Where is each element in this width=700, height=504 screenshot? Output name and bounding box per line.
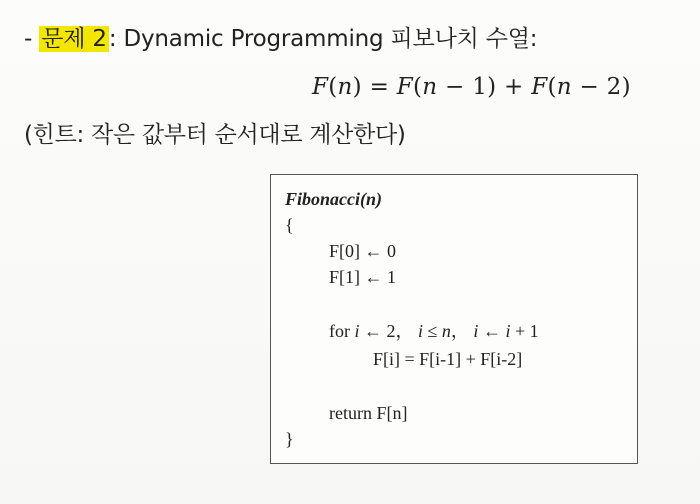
- formula-term1-open: (: [413, 74, 423, 100]
- formula-lhs-close: ): [352, 74, 362, 100]
- pseudocode-open-brace: {: [285, 215, 294, 235]
- pseudocode-for-loop: [329, 319, 539, 343]
- loop-part-3: ，: [450, 321, 474, 341]
- formula-term2-var: n: [556, 74, 572, 100]
- formula-plus: +: [496, 74, 532, 100]
- problem-label-highlight: 문제 2: [41, 26, 107, 52]
- hint-text: (힌트: 작은 값부터 순서대로 계산한다): [24, 122, 406, 148]
- formula-term2-open: (: [547, 74, 557, 100]
- loop-part-2: ≤: [423, 321, 442, 341]
- loop-var-n: n: [441, 321, 451, 341]
- loop-part-1: ← 2，: [359, 321, 419, 341]
- loop-var-i-3: i: [473, 321, 479, 341]
- pseudocode-return: return F[n]: [329, 403, 408, 423]
- pseudocode-init-0: F[0] ← 0: [329, 241, 396, 261]
- fibonacci-formula: [312, 70, 631, 104]
- bullet-dash: -: [24, 26, 40, 52]
- formula-lhs-open: (: [328, 74, 338, 100]
- for-keyword: for: [329, 321, 350, 341]
- loop-part-5: + 1: [510, 321, 539, 341]
- formula-term2-func: F: [531, 74, 548, 100]
- formula-term1-rest: − 1): [437, 74, 497, 100]
- formula-equals: =: [361, 74, 397, 100]
- formula-term1-var: n: [422, 74, 438, 100]
- pseudocode-close-brace: }: [285, 429, 294, 449]
- formula-term2-rest: − 2): [571, 74, 631, 100]
- pseudocode-loop-body: F[i] = F[i-1] + F[i-2]: [373, 349, 523, 369]
- pseudocode-title: Fibonacci(n): [285, 189, 382, 209]
- pseudocode-box: [270, 174, 638, 464]
- problem-title: : Dynamic Programming 피보나치 수열:: [108, 26, 538, 52]
- pseudocode-init-1: F[1] ← 1: [329, 267, 396, 287]
- formula-lhs-arg: n: [337, 74, 353, 100]
- loop-var-i-2: i: [418, 321, 424, 341]
- formula-lhs-func: F: [312, 74, 329, 100]
- loop-part-4: ←: [478, 321, 506, 341]
- formula-term1-func: F: [396, 74, 414, 100]
- problem-heading: [24, 22, 537, 56]
- loop-var-i-1: i: [354, 321, 360, 341]
- loop-var-i-4: i: [505, 321, 511, 341]
